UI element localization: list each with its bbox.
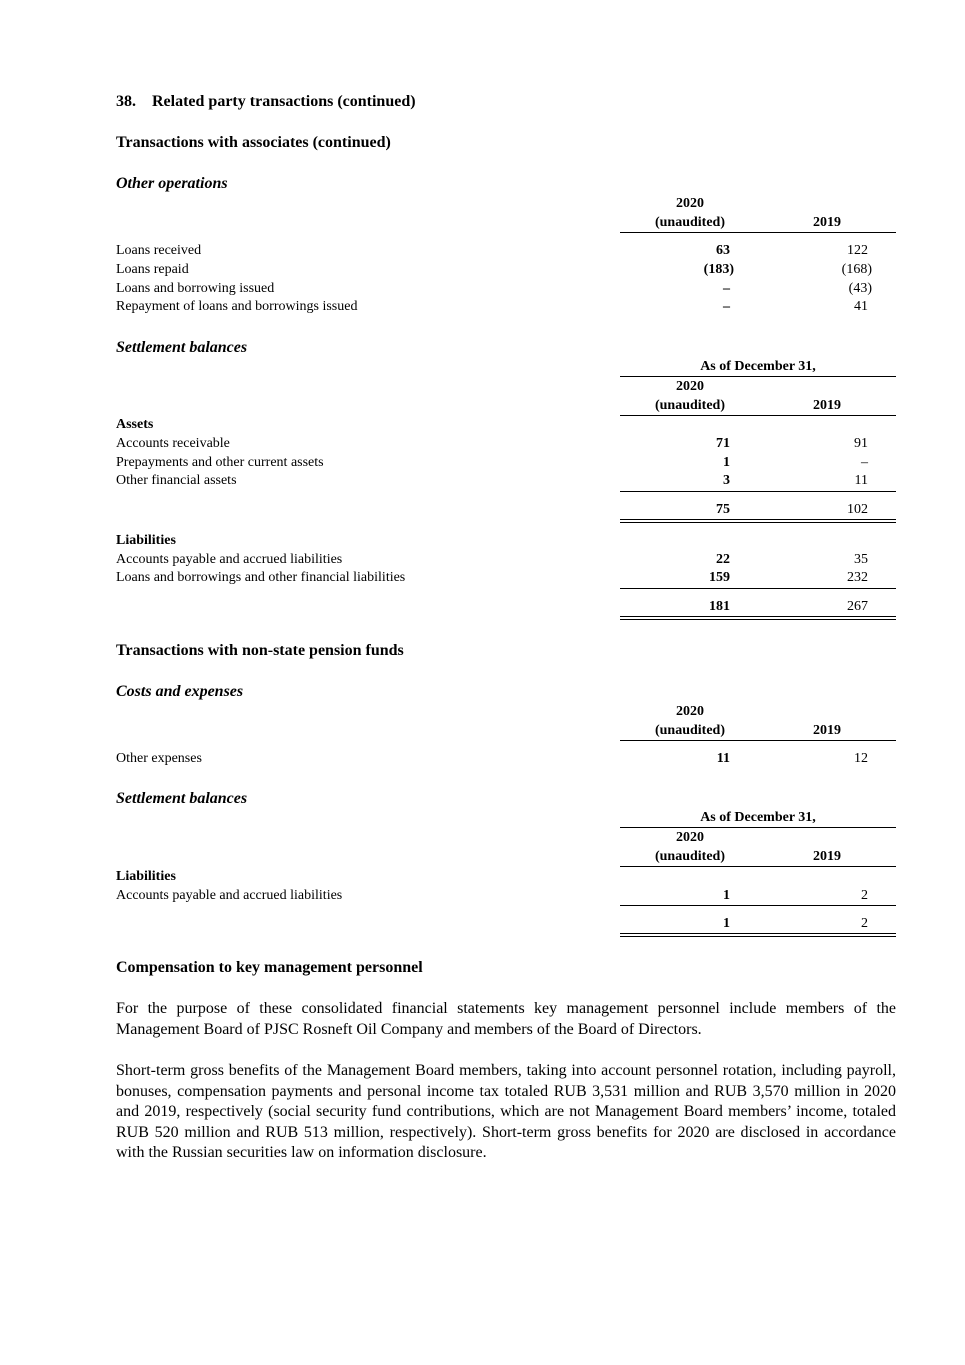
value-2019: 35 (854, 552, 868, 567)
row-label: Accounts payable and accrued liabilities (116, 888, 343, 903)
liabilities-total-2019: 267 (847, 599, 868, 614)
col-2020-year: 2020 (676, 196, 704, 211)
value-2019: – (861, 455, 868, 470)
col-2019: 2019 (813, 398, 841, 413)
row-label: Loans repaid (116, 262, 189, 277)
value-2019: (168) (841, 262, 872, 277)
total-2020: 1 (723, 916, 730, 931)
value-2020: 159 (709, 570, 730, 585)
as-of-header: As of December 31, (700, 359, 816, 374)
value-2019: 12 (854, 751, 868, 766)
value-2019: 2 (861, 888, 868, 903)
col-2020-year: 2020 (676, 379, 704, 394)
section-title: 38. Related party transactions (continued) (116, 93, 416, 110)
value-2019: 232 (847, 570, 868, 585)
subtotal-rule (620, 491, 896, 492)
value-2019: 11 (854, 473, 868, 488)
value-2020: 22 (716, 552, 730, 567)
row-label: Other expenses (116, 751, 202, 766)
value-2019: 122 (847, 243, 868, 258)
value-2020: 63 (716, 243, 730, 258)
value-2020: 11 (716, 751, 730, 766)
col-2019: 2019 (813, 849, 841, 864)
value-2020: 1 (723, 455, 730, 470)
settlement-balances-title: Settlement balances (116, 339, 248, 356)
total-double-rule (620, 616, 896, 620)
other-operations-title: Other operations (116, 175, 228, 192)
value-2020: 71 (716, 436, 730, 451)
as-of-rule (620, 376, 896, 377)
header-rule (620, 866, 896, 867)
liabilities-total-2020: 181 (709, 599, 730, 614)
assets-heading: Assets (116, 417, 154, 432)
as-of-header: As of December 31, (700, 810, 816, 825)
value-2019: 41 (854, 299, 868, 314)
assets-total-2020: 75 (716, 502, 730, 517)
row-label: Accounts receivable (116, 436, 230, 451)
costs-title: Costs and expenses (116, 683, 244, 700)
pension-title: Transactions with non-state pension funds (116, 642, 404, 659)
row-label: Prepayments and other current assets (116, 455, 324, 470)
col-2020-year: 2020 (676, 704, 704, 719)
col-2020-note: (unaudited) (654, 723, 726, 738)
row-label: Loans and borrowings and other financial liabilities (116, 570, 406, 585)
compensation-title: Compensation to key management personnel (116, 959, 423, 976)
header-rule (620, 232, 896, 233)
row-label: Loans received (116, 243, 202, 258)
value-2020: 1 (723, 888, 730, 903)
col-2020-note: (unaudited) (654, 849, 726, 864)
total-2019: 2 (861, 916, 868, 931)
liabilities-heading: Liabilities (116, 533, 176, 548)
value-2019: (43) (848, 281, 872, 296)
row-label: Accounts payable and accrued liabilities (116, 552, 343, 567)
associates-title: Transactions with associates (continued) (116, 134, 391, 151)
value-2020: 3 (723, 473, 730, 488)
value-2020: (183) (703, 262, 734, 277)
subtotal-rule (620, 588, 896, 589)
value-2020: – (723, 281, 730, 296)
col-2019: 2019 (813, 723, 841, 738)
total-double-rule (620, 933, 896, 937)
liabilities-heading: Liabilities (116, 869, 176, 884)
header-rule (620, 740, 896, 741)
col-2020-note: (unaudited) (654, 215, 726, 230)
row-label: Loans and borrowing issued (116, 281, 275, 296)
row-label: Repayment of loans and borrowings issued (116, 299, 358, 314)
subtotal-rule (620, 905, 896, 906)
compensation-paragraph-2: Short-term gross benefits of the Management Board members, taking into account personnel rotation, including payroll, bonuses, compensation payments and personal income tax totaled RUB 3,531 million and RUB 3,570 million in 2020 and 2019, respectively (social security fund contributions, which are not Management Board members’ income, totaled RUB 520 million and RUB 513 million, respectively). Short-term gross benefits for 2020 are disclosed in accordance with the Russian securities law on information disclosure. (116, 1062, 896, 1161)
col-2020-note: (unaudited) (654, 398, 726, 413)
settlement-balances-title: Settlement balances (116, 790, 248, 807)
col-2019: 2019 (813, 215, 841, 230)
col-2020-year: 2020 (676, 830, 704, 845)
compensation-paragraph-1: For the purpose of these consolidated financial statements key management personnel include members of the Management Board of PJSC Rosneft Oil Company and members of the Board of Directors. (116, 1000, 896, 1038)
assets-total-2019: 102 (847, 502, 868, 517)
header-rule (620, 415, 896, 416)
as-of-rule (620, 827, 896, 828)
total-double-rule (620, 519, 896, 523)
row-label: Other financial assets (116, 473, 237, 488)
value-2019: 91 (854, 436, 868, 451)
value-2020: – (723, 299, 730, 314)
